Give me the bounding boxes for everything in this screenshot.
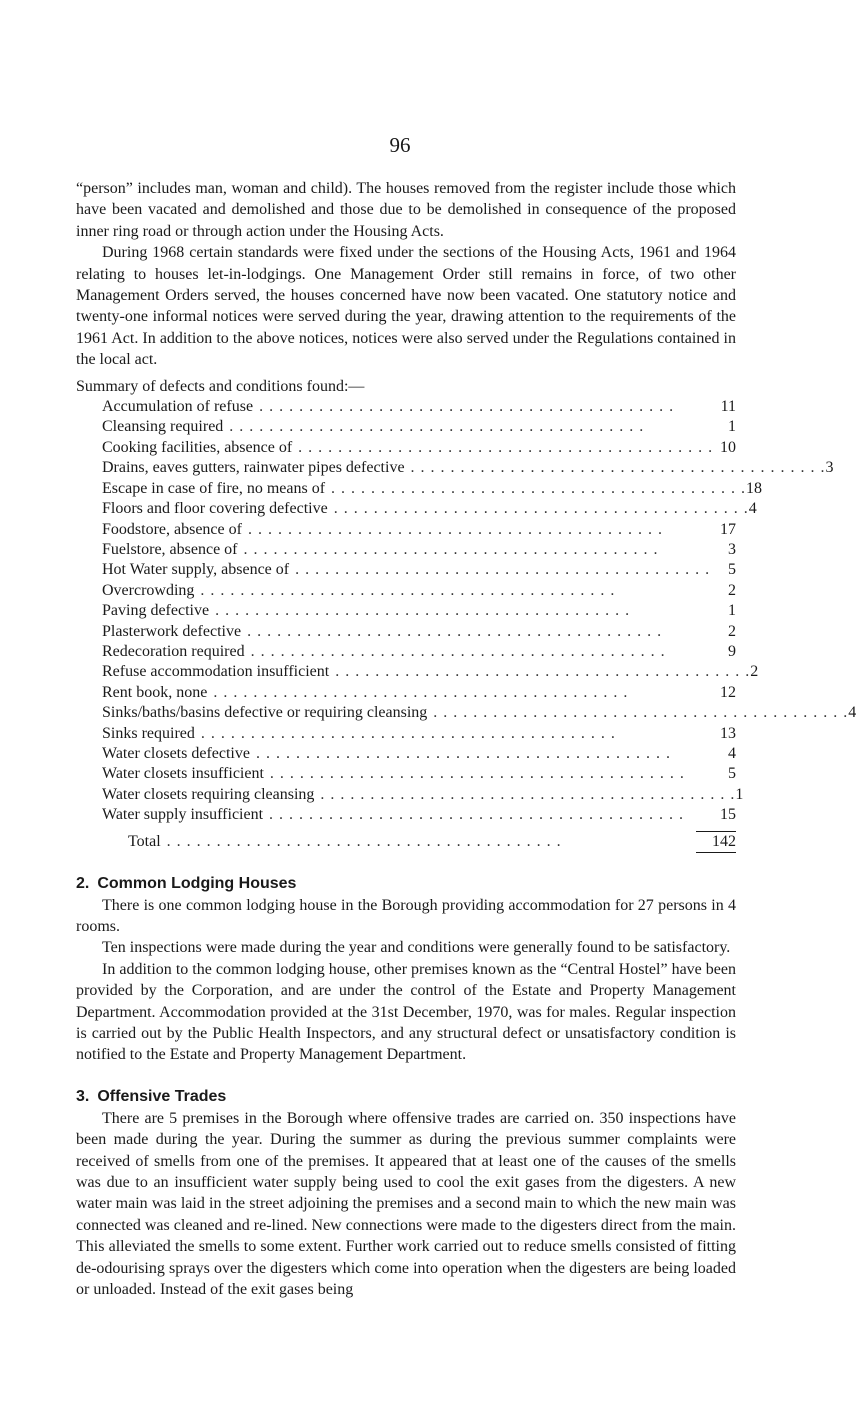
defect-count: 5 [728, 765, 736, 783]
defect-label: Water closets requiring cleansing [102, 785, 315, 803]
defect-count: 13 [720, 724, 736, 742]
paragraph: In addition to the common lodging house, other premises known as the “Central Hostel” have been provided by the Corporation, and are under the control of the Estate and Property Management Department. Accommodation provided at the 31st December, 1970, was for males. Regular inspection is carried out by the Public Health Inspectors, and any structural defect or unsatisfactory condition is notified to the Estate and Property Management Department. [76, 960, 736, 1064]
defect-row [102, 662, 759, 682]
defect-leader: . . . . . . . . . . . . . . . . . . . . . . . . . . . . . . . . . . . . . . . . . . [269, 806, 685, 824]
defect-count: 10 [720, 438, 736, 456]
defect-leader: . . . . . . . . . . . . . . . . . . . . . . . . . . . . . . . . . . . . . . . . . . [331, 479, 747, 497]
defect-leader: . . . . . . . . . . . . . . . . . . . . . . . . . . . . . . . . . . . . . . . . . . [433, 704, 849, 722]
defect-count: 4 [728, 744, 736, 762]
defect-row [102, 703, 856, 723]
defect-row [102, 458, 834, 478]
paragraph-continuation: “person” includes man, woman and child). The houses removed from the register include those which have been vacated and demolished and those due to be demolished in consequence of the proposed inner ring road or through action under the Housing Acts. [76, 180, 736, 240]
defect-row [102, 805, 736, 825]
defect-label: Escape in case of fire, no means of [102, 479, 326, 497]
defect-leader: . . . . . . . . . . . . . . . . . . . . . . . . . . . . . . . . . . . . . . . . . . [200, 581, 616, 599]
defect-leader: . . . . . . . . . . . . . . . . . . . . . . . . . . . . . . . . . . . . . . . . . . [250, 642, 666, 660]
defect-leader: . . . . . . . . . . . . . . . . . . . . . . . . . . . . . . . . . . . . . . . . . . [255, 744, 671, 762]
defect-leader: . . . . . . . . . . . . . . . . . . . . . . . . . . . . . . . . . . . . . . . . . . [298, 438, 714, 456]
defect-label: Floors and floor covering defective [102, 500, 328, 518]
defect-row [102, 744, 736, 764]
defect-label: Water supply insufficient [102, 806, 264, 824]
paragraph-housing-acts: During 1968 certain standards were fixed under the sections of the Housing Acts, 1961 and 1964 relating to houses let-in-lodgings. One Management Order still remains in force, of two other Management Orders served, the houses concerned have now been vacated. One statutory notice and twenty-one informal notices were served during the year, drawing attention to the requirements of the 1961 Act. In addition to the above notices, notices were also served under the Regulations contained in the local act. [76, 244, 736, 369]
defect-leader: . . . . . . . . . . . . . . . . . . . . . . . . . . . . . . . . . . . . . . . . . . [333, 500, 749, 518]
total-leader: . . . . . . . . . . . . . . . . . . . . . . . . . . . . . . . . . . . . . . . . [166, 832, 562, 850]
defect-count: 3 [825, 459, 834, 477]
defect-label: Paving defective [102, 602, 210, 620]
defect-row [102, 642, 736, 662]
defect-label: Cleansing required [102, 418, 224, 436]
defect-row [102, 499, 757, 519]
defect-count: 11 [720, 398, 736, 416]
section-title: Offensive Trades [97, 1087, 227, 1105]
defect-count: 12 [720, 683, 736, 701]
defect-row [102, 601, 736, 621]
defect-row [102, 438, 736, 458]
defect-row [102, 581, 736, 601]
section-heading-common-lodging [76, 875, 736, 893]
defect-leader: . . . . . . . . . . . . . . . . . . . . . . . . . . . . . . . . . . . . . . . . . . [335, 663, 751, 681]
total-label: Total [128, 832, 161, 850]
defect-count: 2 [728, 581, 736, 599]
defect-row [102, 397, 736, 417]
section-number: 2. [76, 874, 90, 892]
total-count: 142 [696, 831, 736, 853]
defect-leader: . . . . . . . . . . . . . . . . . . . . . . . . . . . . . . . . . . . . . . . . . . [243, 540, 659, 558]
defect-count: 17 [720, 520, 736, 538]
defect-count: 1 [728, 602, 736, 620]
defect-label: Cooking facilities, absence of [102, 438, 293, 456]
defect-row [102, 560, 736, 580]
defect-count: 4 [848, 704, 856, 722]
defect-label: Drains, eaves gutters, rainwater pipes defective [102, 459, 405, 477]
section-title: Common Lodging Houses [97, 874, 297, 892]
defect-label: Sinks/baths/basins defective or requiring cleansing [102, 704, 428, 722]
defect-leader: . . . . . . . . . . . . . . . . . . . . . . . . . . . . . . . . . . . . . . . . . . [320, 785, 736, 803]
defect-row [102, 520, 736, 540]
section-heading-offensive-trades [76, 1088, 736, 1106]
defect-leader: . . . . . . . . . . . . . . . . . . . . . . . . . . . . . . . . . . . . . . . . . . [259, 398, 675, 416]
defects-list [76, 397, 856, 826]
defect-leader: . . . . . . . . . . . . . . . . . . . . . . . . . . . . . . . . . . . . . . . . . . [295, 561, 711, 579]
defect-row [102, 683, 736, 703]
defect-leader: . . . . . . . . . . . . . . . . . . . . . . . . . . . . . . . . . . . . . . . . . . [247, 622, 663, 640]
defect-count: 18 [746, 479, 763, 497]
paragraph: There is one common lodging house in the Borough providing accommodation for 27 persons in 4 rooms. [76, 896, 736, 935]
defect-label: Fuelstore, absence of [102, 540, 238, 558]
defect-leader: . . . . . . . . . . . . . . . . . . . . . . . . . . . . . . . . . . . . . . . . . . [229, 418, 645, 436]
defect-row [102, 540, 736, 560]
defect-row [102, 479, 763, 499]
defect-leader: . . . . . . . . . . . . . . . . . . . . . . . . . . . . . . . . . . . . . . . . . . [215, 602, 631, 620]
defect-label: Plasterwork defective [102, 622, 242, 640]
defect-row [102, 622, 736, 642]
defect-leader: . . . . . . . . . . . . . . . . . . . . . . . . . . . . . . . . . . . . . . . . . . [410, 459, 826, 477]
defect-label: Overcrowding [102, 581, 195, 599]
section-number: 3. [76, 1087, 90, 1105]
total-row [76, 831, 736, 853]
defect-label: Redecoration required [102, 642, 245, 660]
defect-label: Hot Water supply, absence of [102, 561, 290, 579]
page-number: 96 [389, 133, 411, 157]
defect-count: 2 [728, 622, 736, 640]
defect-count: 5 [728, 561, 736, 579]
paragraph: There are 5 premises in the Borough where offensive trades are carried on. 350 inspections have been made during the year. During the summer as during the previous summer complaints were received of smells from one of the premises. It appeared that at least one of the causes of the smells was due to an insufficient water supply being used to cool the exit gases from the digesters. A new water main was laid in the street adjoining the premises and a second main to which the new main was connected was cleaned and re-lined. New connections were made to the digesters direct from the main. This alleviated the smells to some extent. Further work carried out to reduce smells consisted of fitting de-odourising sprays over the digesters which come into operation when the digesters are being loaded or unloaded. Instead of the exit gases being [76, 1109, 736, 1299]
defect-label: Rent book, none [102, 683, 208, 701]
page-content [76, 178, 856, 1301]
defect-count: 2 [750, 663, 759, 681]
defect-count: 4 [748, 500, 757, 518]
defect-label: Accumulation of refuse [102, 398, 254, 416]
defect-label: Foodstore, absence of [102, 520, 242, 538]
defect-count: 3 [728, 540, 736, 558]
paragraph: Ten inspections were made during the year and conditions were generally found to be satisfactory. [102, 939, 731, 957]
defect-label: Water closets insufficient [102, 765, 264, 783]
defect-leader: . . . . . . . . . . . . . . . . . . . . . . . . . . . . . . . . . . . . . . . . . . [269, 765, 685, 783]
defect-label: Refuse accommodation insufficient [102, 663, 330, 681]
defect-count: 9 [728, 642, 736, 660]
defect-label: Water closets defective [102, 744, 250, 762]
defect-row [102, 785, 744, 805]
defect-leader: . . . . . . . . . . . . . . . . . . . . . . . . . . . . . . . . . . . . . . . . . . [247, 520, 663, 538]
defect-row [102, 724, 736, 744]
defect-row [102, 417, 736, 437]
defect-row [102, 764, 736, 784]
defect-label: Sinks required [102, 724, 195, 742]
defect-count: 1 [735, 785, 744, 803]
defect-count: 15 [720, 806, 736, 824]
defect-leader: . . . . . . . . . . . . . . . . . . . . . . . . . . . . . . . . . . . . . . . . . . [213, 683, 629, 701]
defect-count: 1 [728, 418, 736, 436]
defect-leader: . . . . . . . . . . . . . . . . . . . . . . . . . . . . . . . . . . . . . . . . . . [200, 724, 616, 742]
summary-intro: Summary of defects and conditions found:— [76, 377, 365, 395]
